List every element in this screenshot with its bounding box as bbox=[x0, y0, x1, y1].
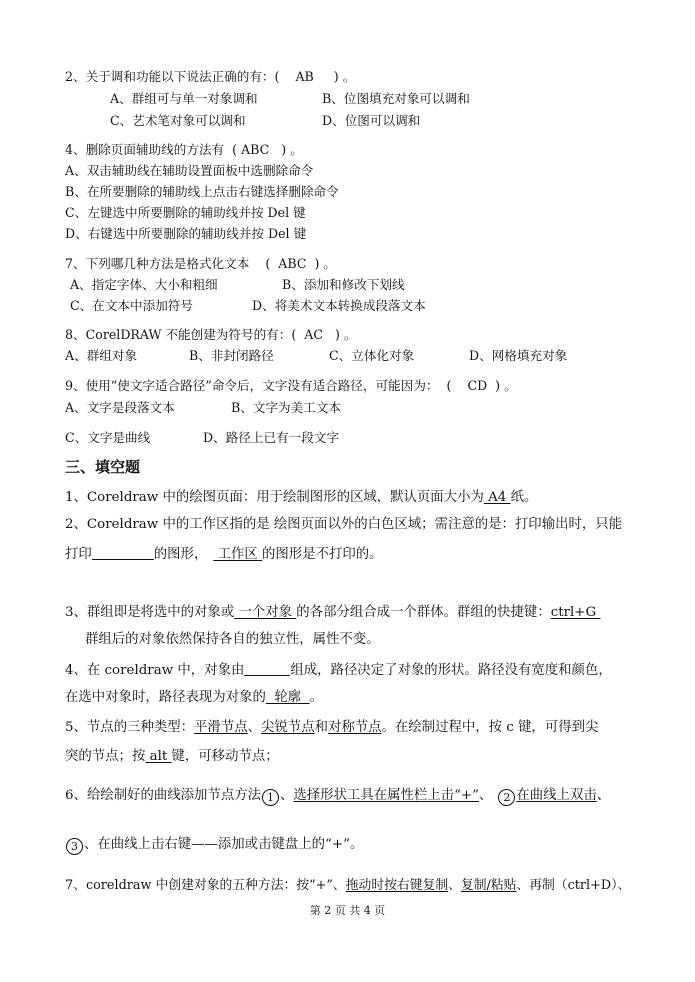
fill-3-answer-1: 一个对象 bbox=[234, 605, 297, 620]
q4-stem: 4、删除页面辅助线的方法有 ( ABC ) 。 bbox=[65, 142, 303, 157]
q7-option-a: A、指定字体、大小和粗细 bbox=[70, 277, 218, 292]
fill-5-line2: 突的节点；按 alt 键，可移动节点； bbox=[65, 749, 279, 764]
q2-option-d: D、位图可以调和 bbox=[322, 113, 421, 128]
fill-6-line2: 3 、在曲线上击右键——添加或击键盘上的“+”。 bbox=[65, 837, 363, 855]
fill-7-answer-1: 拖动时按右键复制 bbox=[345, 878, 449, 893]
q2-option-c: C、艺术笔对象可以调和 bbox=[110, 113, 246, 128]
fill-1: 1、Coreldraw 中的绘图页面：用于绘制图形的区域，默认页面大小为 A4 纸。 bbox=[65, 490, 538, 505]
page-footer: 第 2 页 共 4 页 bbox=[309, 904, 386, 917]
circled-number-2: 2 bbox=[498, 789, 515, 806]
q7-option-b: B、添加和修改下划线 bbox=[282, 277, 405, 292]
q9-option-d: D、路径上已有一段文字 bbox=[203, 430, 340, 445]
q2-option-a: A、群组可与单一对象调和 bbox=[110, 91, 258, 106]
fill-5-answer-2: 尖锐节点 bbox=[261, 720, 315, 735]
q7-option-d: D、将美术文本转换成段落文本 bbox=[252, 298, 426, 313]
q8-stem: 8、CorelDRAW 不能创建为符号的有：( AC ) 。 bbox=[65, 327, 357, 342]
fill-1-answer: A4 bbox=[483, 490, 511, 505]
circled-number-1: 1 bbox=[262, 789, 279, 806]
fill-3-answer-2: ctrl+G bbox=[550, 605, 601, 620]
fill-3-line1: 3、群组即是将选中的对象或 一个对象 的各部分组合成一个群体。群组的快捷键：ctrl+G bbox=[65, 605, 601, 620]
q4-option-d: D、右键选中所要删除的辅助线并按 Del 键 bbox=[65, 226, 307, 241]
q9-option-a: A、文字是段落文本 bbox=[65, 400, 175, 415]
q4-option-c: C、左键选中所要删除的辅助线并按 Del 键 bbox=[65, 205, 306, 220]
section-heading: 三、填空题 bbox=[65, 458, 141, 476]
q2-option-b: B、位图填充对象可以调和 bbox=[322, 91, 470, 106]
fill-5-line1: 5、节点的三种类型：平滑节点、尖锐节点和对称节点。在绘制过程中，按 c 键，可得到尖 bbox=[65, 720, 599, 735]
fill-6-line1: 6、给绘制好的曲线添加节点方法 1 、选择形状工具在属性栏上击“+”、 2 在曲线上双击、 bbox=[65, 788, 611, 804]
fill-2-line1: 2、Coreldraw 中的工作区指的是 绘图页面以外的白色区域；需注意的是：打印输出时，只能 bbox=[65, 517, 623, 532]
q9-stem: 9、使用“使文字适合路径”命令后，文字没有适合路径，可能因为： ( CD ) 。 bbox=[65, 378, 517, 393]
q8-option-a: A、群组对象 bbox=[65, 348, 138, 363]
q2-stem: 2、关于调和功能以下说法正确的有：( AB ) 。 bbox=[65, 69, 356, 84]
fill-4-line1: 4、在 coreldraw 中，对象由 组成，路径决定了对象的形状。路径没有宽度和颜色， bbox=[65, 663, 612, 678]
q9-option-b: B、文字为美工文本 bbox=[231, 400, 342, 415]
fill-2-line2: 打印 的图形， 工作区 的图形是不打印的。 bbox=[65, 547, 383, 562]
fill-6-answer-2: 在曲线上双击 bbox=[516, 788, 597, 803]
fill-5-answer-3: 对称节点 bbox=[327, 720, 382, 735]
q7-stem: 7、下列哪几种方法是格式化文本 ( ABC ) 。 bbox=[65, 256, 336, 271]
q7-option-c: C、在文本中添加符号 bbox=[70, 298, 193, 313]
fill-6-answer-1: 选择形状工具在属性栏上击“+” bbox=[293, 788, 479, 803]
q8-option-b: B、非封闭路径 bbox=[189, 348, 274, 363]
q9-option-c: C、文字是曲线 bbox=[65, 430, 151, 445]
fill-4-answer: 轮廓 bbox=[265, 690, 310, 705]
q8-option-c: C、立体化对象 bbox=[329, 348, 415, 363]
fill-2-blank bbox=[92, 546, 154, 560]
circled-number-3: 3 bbox=[66, 838, 83, 855]
q4-option-b: B、在所要删除的辅助线上点击右键选择删除命令 bbox=[65, 184, 339, 199]
fill-4-line2: 在选中对象时，路径表现为对象的 轮廓 。 bbox=[65, 690, 324, 705]
fill-2-answer: 工作区 bbox=[213, 547, 263, 562]
fill-3-line2: 群组后的对象依然保持各自的独立性，属性不变。 bbox=[85, 632, 380, 647]
fill-7-answer-2: 复制/粘贴 bbox=[460, 878, 517, 893]
q8-option-d: D、网格填充对象 bbox=[469, 348, 568, 363]
q4-option-a: A、双击辅助线在辅助设置面板中选删除命令 bbox=[65, 163, 314, 178]
fill-4-blank bbox=[244, 662, 290, 676]
fill-7-line1: 7、coreldraw 中创建对象的五种方法：按“+”、拖动时按右键复制、复制/粘贴、再制（ctrl+D）、 bbox=[65, 878, 631, 893]
fill-5-answer-4: alt bbox=[145, 749, 172, 764]
fill-5-answer-1: 平滑节点 bbox=[194, 720, 248, 735]
